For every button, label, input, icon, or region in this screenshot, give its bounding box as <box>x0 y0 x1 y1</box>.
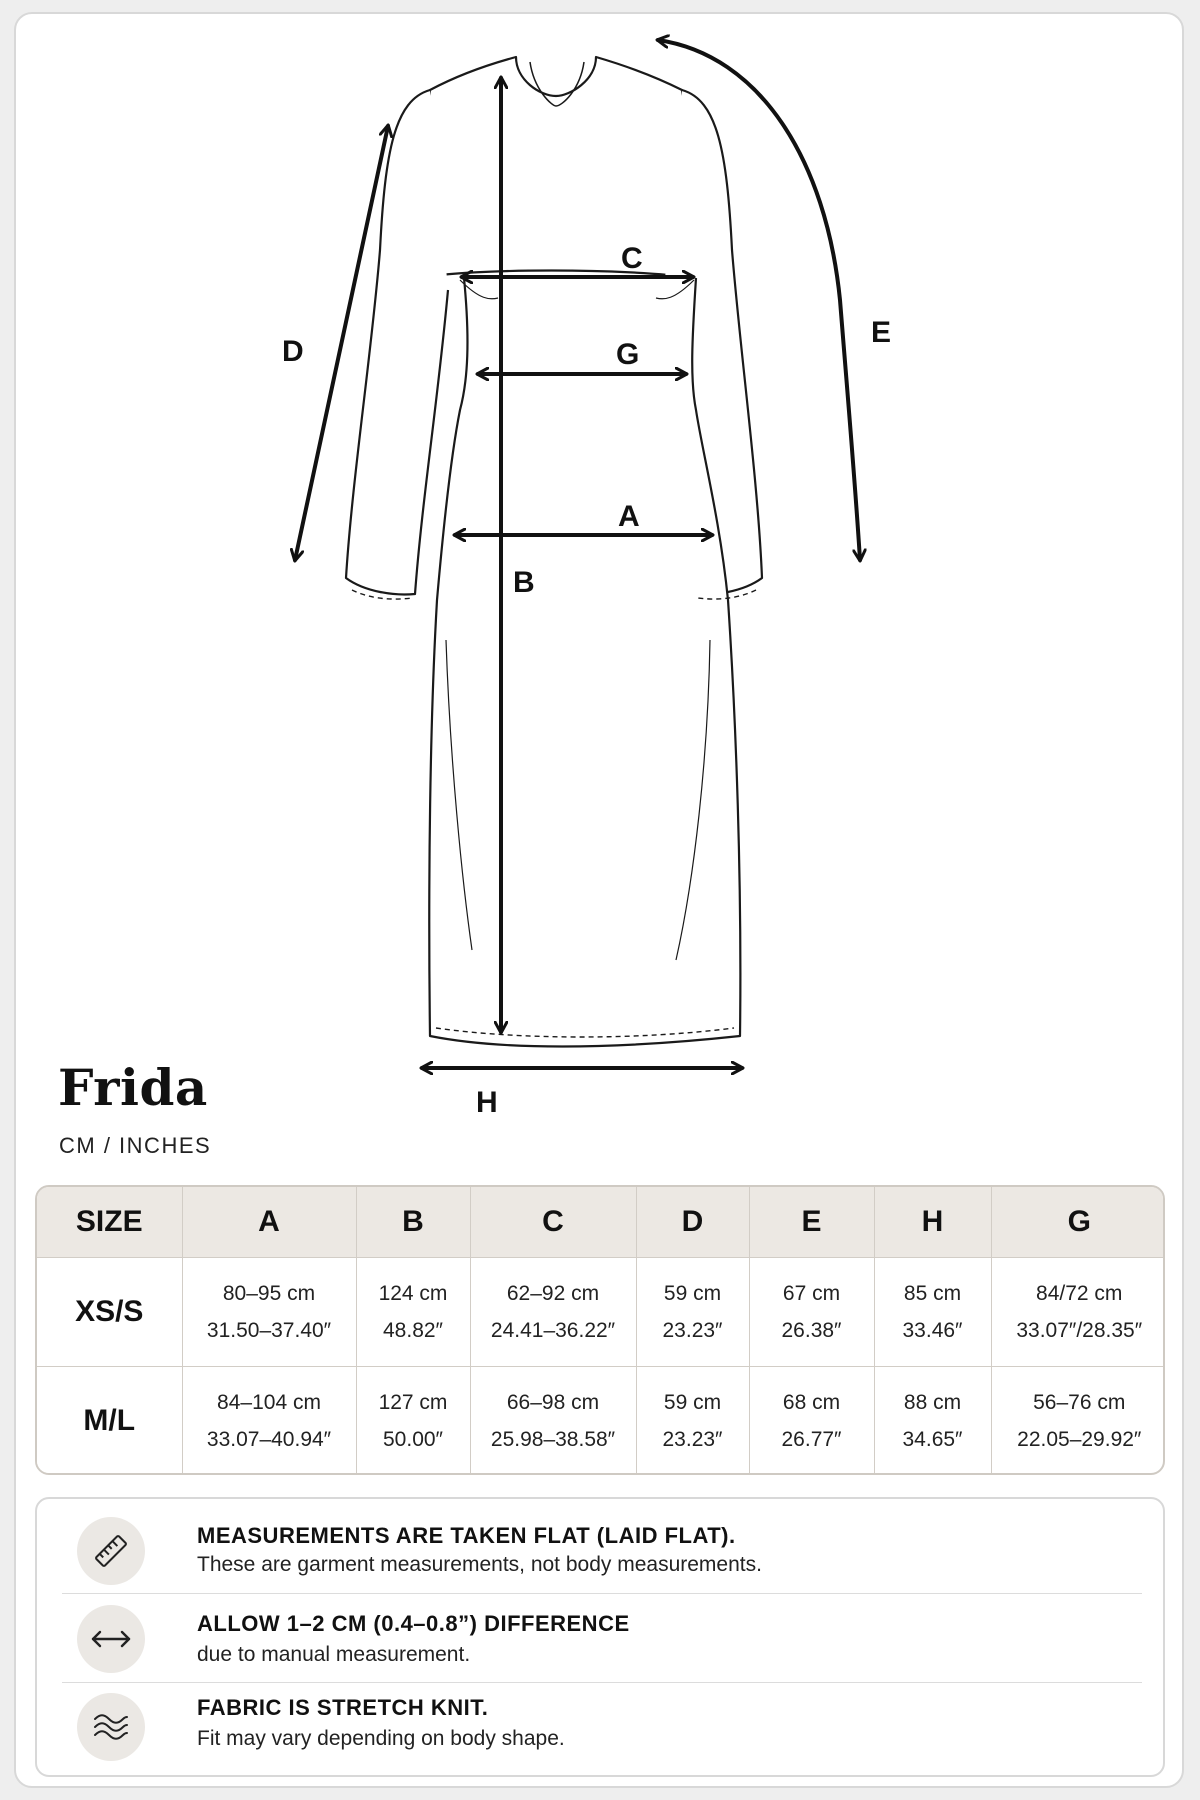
notes-panel <box>35 1497 1165 1777</box>
table-cell <box>636 1258 749 1367</box>
units-label: CM / INCHES <box>59 1133 212 1158</box>
cell-inches: 33.07″/28.35″ <box>1016 1319 1143 1342</box>
label-b: B <box>513 566 535 599</box>
table-row <box>37 1258 1165 1367</box>
header-d: D <box>636 1187 749 1258</box>
ruler-icon <box>77 1517 145 1585</box>
table-cell <box>470 1258 636 1367</box>
note-text: These are garment measurements, not body measurements. <box>197 1553 762 1576</box>
table-row <box>37 1367 1165 1476</box>
size-label: XS/S <box>37 1258 182 1367</box>
table-cell <box>636 1367 749 1476</box>
double-arrow-icon <box>77 1605 145 1673</box>
cell-inches: 48.82″ <box>383 1319 443 1342</box>
table-cell <box>470 1367 636 1476</box>
cell-cm: 56–76 cm <box>1033 1391 1126 1415</box>
cell-inches: 26.38″ <box>781 1319 842 1342</box>
header-e: E <box>749 1187 874 1258</box>
cell-cm: 84/72 cm <box>1036 1282 1123 1305</box>
header-b: B <box>356 1187 470 1258</box>
header-c: C <box>470 1187 636 1258</box>
header-h: H <box>874 1187 991 1258</box>
table-cell <box>182 1258 356 1367</box>
cell-cm: 66–98 cm <box>506 1391 600 1415</box>
table-cell <box>182 1367 356 1476</box>
table-cell <box>356 1367 470 1476</box>
header-a: A <box>182 1187 356 1258</box>
note-stretch-fabric <box>37 1679 1163 1769</box>
label-e: E <box>871 316 892 349</box>
cell-inches: 22.05–29.92″ <box>1017 1428 1142 1452</box>
cell-inches: 34.65″ <box>902 1428 963 1452</box>
note-title: FABRIC IS STRETCH KNIT. <box>197 1695 489 1720</box>
size-table <box>35 1185 1165 1475</box>
wave-icon <box>77 1693 145 1761</box>
cell-cm: 127 cm <box>378 1391 448 1415</box>
note-measurement-difference <box>37 1591 1163 1681</box>
cell-cm: 68 cm <box>782 1391 841 1415</box>
table-cell <box>991 1258 1165 1367</box>
size-label: M/L <box>37 1367 182 1476</box>
product-title: Frida <box>58 1058 208 1117</box>
cell-cm: 62–92 cm <box>506 1282 600 1305</box>
header-size: SIZE <box>37 1187 182 1258</box>
label-a: A <box>618 500 640 533</box>
dress-outline <box>346 57 762 1047</box>
table-cell <box>874 1367 991 1476</box>
note-text: Fit may vary depending on body shape. <box>197 1727 565 1750</box>
header-g: G <box>991 1187 1165 1258</box>
cell-cm: 67 cm <box>782 1282 841 1305</box>
cell-cm: 88 cm <box>903 1391 962 1415</box>
cell-inches: 26.77″ <box>781 1428 842 1452</box>
note-text: due to manual measurement. <box>197 1643 471 1666</box>
cell-cm: 59 cm <box>663 1391 722 1415</box>
label-d: D <box>282 335 304 368</box>
cell-cm: 59 cm <box>663 1282 722 1305</box>
cell-inches: 23.23″ <box>662 1428 723 1452</box>
cell-cm: 80–95 cm <box>222 1282 316 1305</box>
table-cell <box>991 1367 1165 1476</box>
table-cell <box>356 1258 470 1367</box>
cell-cm: 85 cm <box>903 1282 962 1305</box>
cell-cm: 84–104 cm <box>217 1391 321 1415</box>
cell-cm: 124 cm <box>378 1282 448 1305</box>
cell-inches: 31.50–37.40″ <box>206 1319 332 1342</box>
size-table-header <box>37 1187 1165 1258</box>
note-title: MEASUREMENTS ARE TAKEN FLAT (LAID FLAT). <box>197 1523 736 1548</box>
note-title: ALLOW 1–2 CM (0.4–0.8”) DIFFERENCE <box>197 1611 630 1636</box>
cell-inches: 25.98–38.58″ <box>490 1428 616 1452</box>
cell-inches: 23.23″ <box>662 1319 723 1342</box>
label-g: G <box>616 338 640 371</box>
table-cell <box>749 1367 874 1476</box>
cell-inches: 50.00″ <box>383 1428 443 1452</box>
cell-inches: 33.07–40.94″ <box>206 1428 332 1452</box>
label-c: C <box>621 242 643 275</box>
note-flat-measurement <box>37 1499 1163 1589</box>
table-cell <box>874 1258 991 1367</box>
table-cell <box>749 1258 874 1367</box>
cell-inches: 33.46″ <box>902 1319 963 1342</box>
cell-inches: 24.41–36.22″ <box>490 1319 616 1342</box>
label-h: H <box>476 1086 498 1119</box>
